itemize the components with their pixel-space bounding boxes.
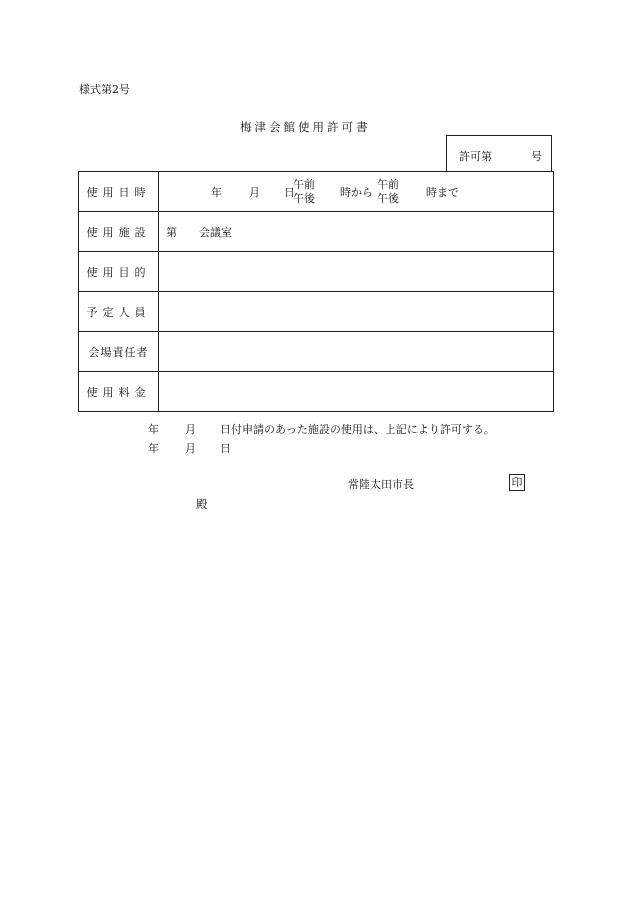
dt-year: 年 bbox=[211, 185, 222, 199]
issue-month: 月 bbox=[185, 442, 196, 455]
apply-year: 年 bbox=[148, 423, 159, 436]
issue-day: 日 bbox=[220, 442, 231, 455]
dt-month: 月 bbox=[249, 185, 260, 199]
dt-end-ampm: 午前 午後 bbox=[377, 177, 399, 205]
permit-suffix: 号 bbox=[531, 150, 542, 163]
row-facility bbox=[79, 212, 554, 252]
permit-prefix: 許可第 bbox=[459, 150, 492, 163]
label-facility: 使用施設 bbox=[79, 212, 159, 252]
dt-start-ampm: 午前 午後 bbox=[293, 177, 315, 205]
dt-from: 時から bbox=[340, 185, 373, 199]
apply-month: 月 bbox=[185, 423, 196, 436]
label-usage-datetime: 使用日時 bbox=[79, 172, 159, 212]
value-manager bbox=[159, 332, 554, 372]
value-purpose bbox=[159, 252, 554, 292]
issuer-name: 常陸太田市長 bbox=[348, 478, 414, 491]
value-usage-datetime bbox=[159, 172, 554, 212]
row-attendees bbox=[79, 292, 554, 332]
dt-day: 日 bbox=[284, 185, 295, 199]
row-usage-datetime bbox=[79, 172, 554, 212]
document-title: 梅津会館使用許可書 bbox=[240, 120, 371, 134]
row-manager bbox=[79, 332, 554, 372]
dt-until: 時まで bbox=[426, 185, 459, 199]
issue-year: 年 bbox=[148, 442, 159, 455]
label-manager: 会場責任者 bbox=[79, 332, 159, 372]
form-number: 様式第2号 bbox=[79, 83, 130, 96]
seal-box: 印 bbox=[509, 474, 525, 491]
label-fee: 使用料金 bbox=[79, 372, 159, 412]
label-purpose: 使用目的 bbox=[79, 252, 159, 292]
label-attendees: 予定人員 bbox=[79, 292, 159, 332]
value-fee bbox=[159, 372, 554, 412]
value-attendees bbox=[159, 292, 554, 332]
row-fee bbox=[79, 372, 554, 412]
value-facility bbox=[159, 212, 554, 252]
facility-suffix: 会議室 bbox=[199, 225, 232, 239]
apply-text: 日付申請のあった施設の使用は、上記により許可する。 bbox=[220, 423, 495, 436]
permit-table bbox=[78, 171, 554, 412]
permit-number-box bbox=[446, 135, 552, 171]
row-purpose bbox=[79, 252, 554, 292]
facility-prefix: 第 bbox=[166, 225, 177, 239]
addressee-honorific: 殿 bbox=[196, 497, 208, 511]
